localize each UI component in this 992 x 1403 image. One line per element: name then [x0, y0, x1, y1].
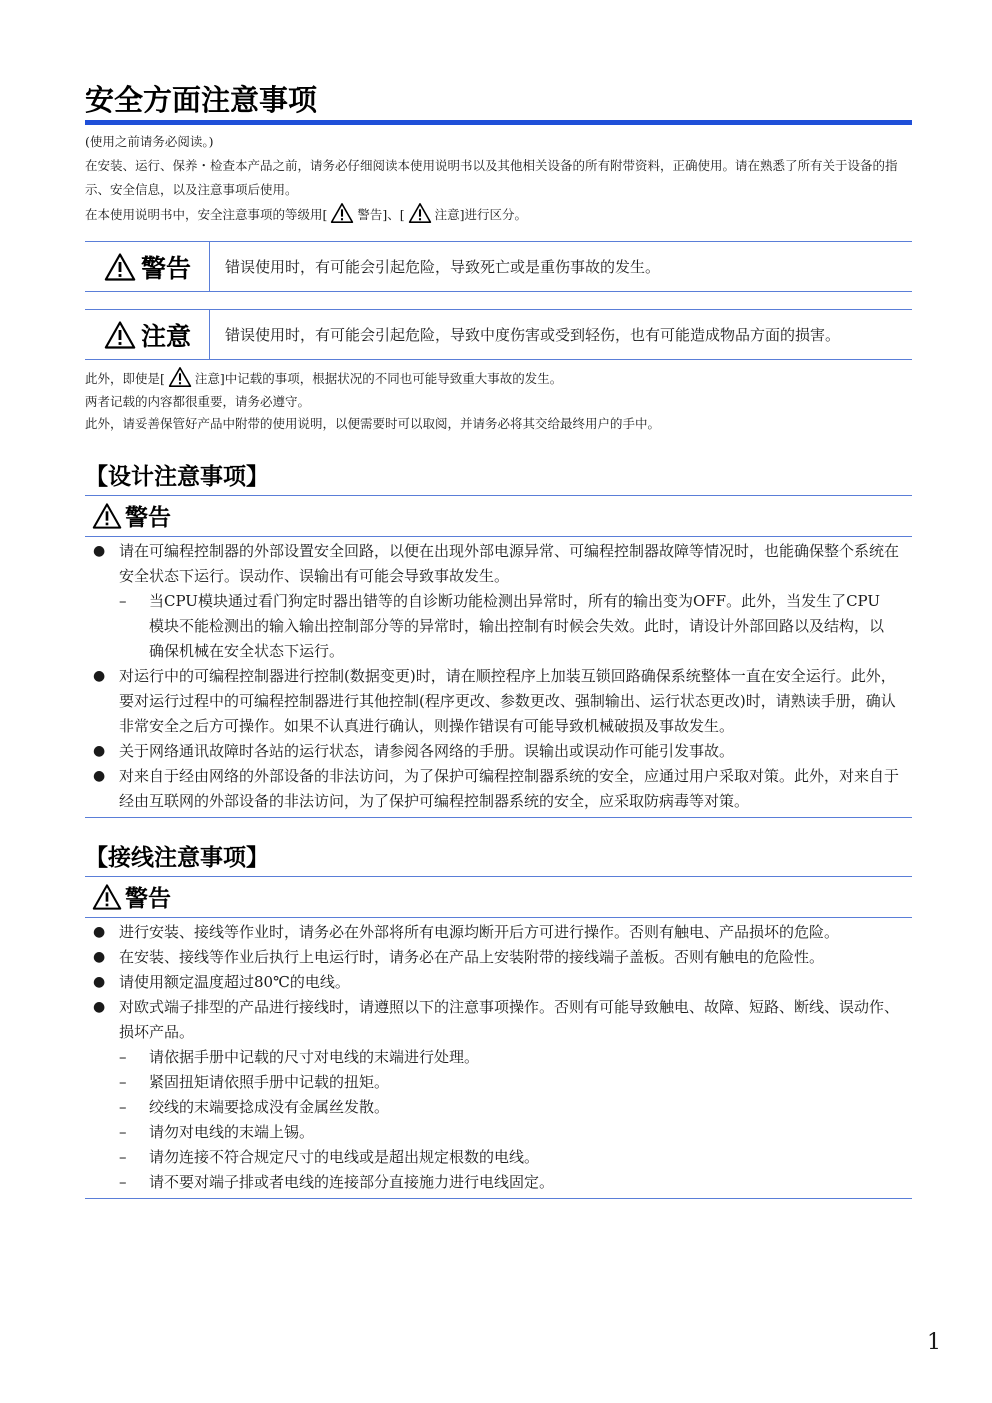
notes: [85, 366, 912, 436]
warning-level-box: [85, 241, 912, 292]
sub-list-item: – 请不要对端子排或者电线的连接部分直接施力进行电线固定。: [85, 1170, 912, 1195]
sub-list-item: – 请依据手册中记载的尺寸对电线的末端进行处理。: [85, 1045, 912, 1070]
wiring-section: [85, 840, 912, 1199]
sub-list-item: – 当CPU模块通过看门狗定时器出错等的自诊断功能检测出异常时，所有的输出变为OFF。此外，当发生了CPU模块不能检测出的输入输出控制部分等的异常时，输出控制有时候会失效。此时，请设计外部回路以及结构，以确保机械在安全状态下运行。: [85, 589, 912, 664]
caution-level-text: 错误使用时，有可能会引起危险，导致中度伤害或受到轻伤，也有可能造成物品方面的损害。: [225, 326, 841, 344]
section-title: 【接线注意事项】: [85, 840, 912, 877]
section-warning-label: 警告: [125, 886, 171, 912]
sub-list-item: – 紧固扭矩请依照手册中记载的扭矩。: [85, 1070, 912, 1095]
warning-triangle-icon: [329, 202, 355, 222]
note-line: 此外，请妥善保管好产品中附带的使用说明，以便需要时可以取阅，并请务必将其交给最终用户的手中。: [85, 416, 661, 431]
warning-level-header: [85, 242, 210, 291]
intro-text: [85, 130, 912, 227]
warning-triangle-icon: [103, 320, 137, 350]
list-item: ● 在安装、接线等作业后执行上电运行时，请务必在产品上安装附带的接线端子盖板。否则有触电的危险性。: [85, 945, 912, 970]
list-item: ● 进行安装、接线等作业时，请务必在外部将所有电源均断开后方可进行操作。否则有触电、产品损坏的危险。: [85, 920, 912, 945]
caution-level-box: [85, 309, 912, 360]
section-warning-header: [85, 496, 912, 537]
warning-triangle-icon: [91, 883, 123, 911]
caution-level-header: [85, 310, 210, 359]
sub-list-item: – 请勿连接不符合规定尺寸的电线或是超出规定根数的电线。: [85, 1145, 912, 1170]
list-item: ● 对欧式端子排型的产品进行接线时，请遵照以下的注意事项操作。否则有可能导致触电、故障、短路、断线、误动作、损坏产品。: [85, 995, 912, 1045]
intro-line: 在本使用说明书中，安全注意事项的等级用[ 警告]、[ 注意]进行区分。: [85, 202, 912, 227]
note-line: 两者记载的内容都很重要，请务必遵守。: [85, 393, 311, 409]
warning-level-label: 警告: [140, 253, 191, 283]
list-item: ● 请在可编程控制器的外部设置安全回路，以便在出现外部电源异常、可编程控制器故障等情况时，也能确保整个系统在安全状态下运行。误动作、误输出有可能会导致事故发生。: [85, 539, 912, 589]
list-item: ● 请使用额定温度超过80℃的电线。: [85, 970, 912, 995]
section-warning-label: 警告: [125, 505, 171, 531]
intro-line: 在安装、运行、保养・检查本产品之前，请务必仔细阅读本使用说明书以及其他相关设备的所有附带资料，正确使用。请在熟悉了所有关于设备的指示、安全信息，以及注意事项后使用。: [85, 158, 898, 197]
design-section: [85, 459, 912, 818]
list-item: ● 对运行中的可编程控制器进行控制(数据变更)时，请在顺控程序上加装互锁回路确保系统整体一直在安全运行。此外，要对运行过程中的可编程控制器进行其他控制(程序更改、参数更改、强制输出、运行状态更改)时，请熟读手册，确认非常安全之后方可操作。如果不认真进行确认，则操作错误有可能导致机械破损及事故发生。: [85, 664, 912, 739]
sub-list-item: – 绞线的末端要捻成没有金属丝发散。: [85, 1095, 912, 1120]
list-item: ● 对来自于经由网络的外部设备的非法访问，为了保护可编程控制器系统的安全，应通过用户采取对策。此外，对来自于经由互联网的外部设备的非法访问，为了保护可编程控制器系统的安全，应采取防病毒等对策。: [85, 764, 912, 814]
warning-triangle-icon: [91, 502, 123, 530]
document-page: [85, 80, 912, 1199]
warning-list: [85, 918, 912, 1199]
note-line: 此外，即使是[ 注意]中记载的事项，根据状况的不同也可能导致重大事故的发生。: [85, 366, 912, 391]
warning-level-text: 错误使用时，有可能会引起危险，导致死亡或是重伤事故的发生。: [225, 258, 661, 276]
warning-list: [85, 537, 912, 818]
caution-level-label: 注意: [140, 321, 191, 351]
section-warning-header: [85, 877, 912, 918]
section-title: 【设计注意事项】: [85, 459, 912, 496]
sub-list-item: – 请勿对电线的末端上锡。: [85, 1120, 912, 1145]
list-item: ● 关于网络通讯故障时各站的运行状态，请参阅各网络的手册。误输出或误动作可能引发事故。: [85, 739, 912, 764]
warning-triangle-icon: [407, 202, 433, 222]
warning-triangle-icon: [167, 366, 193, 386]
page-title: 安全方面注意事项: [85, 80, 912, 125]
page-number: 1: [927, 1330, 941, 1355]
warning-triangle-icon: [103, 252, 137, 282]
intro-line: (使用之前请务必阅读。): [85, 134, 214, 149]
